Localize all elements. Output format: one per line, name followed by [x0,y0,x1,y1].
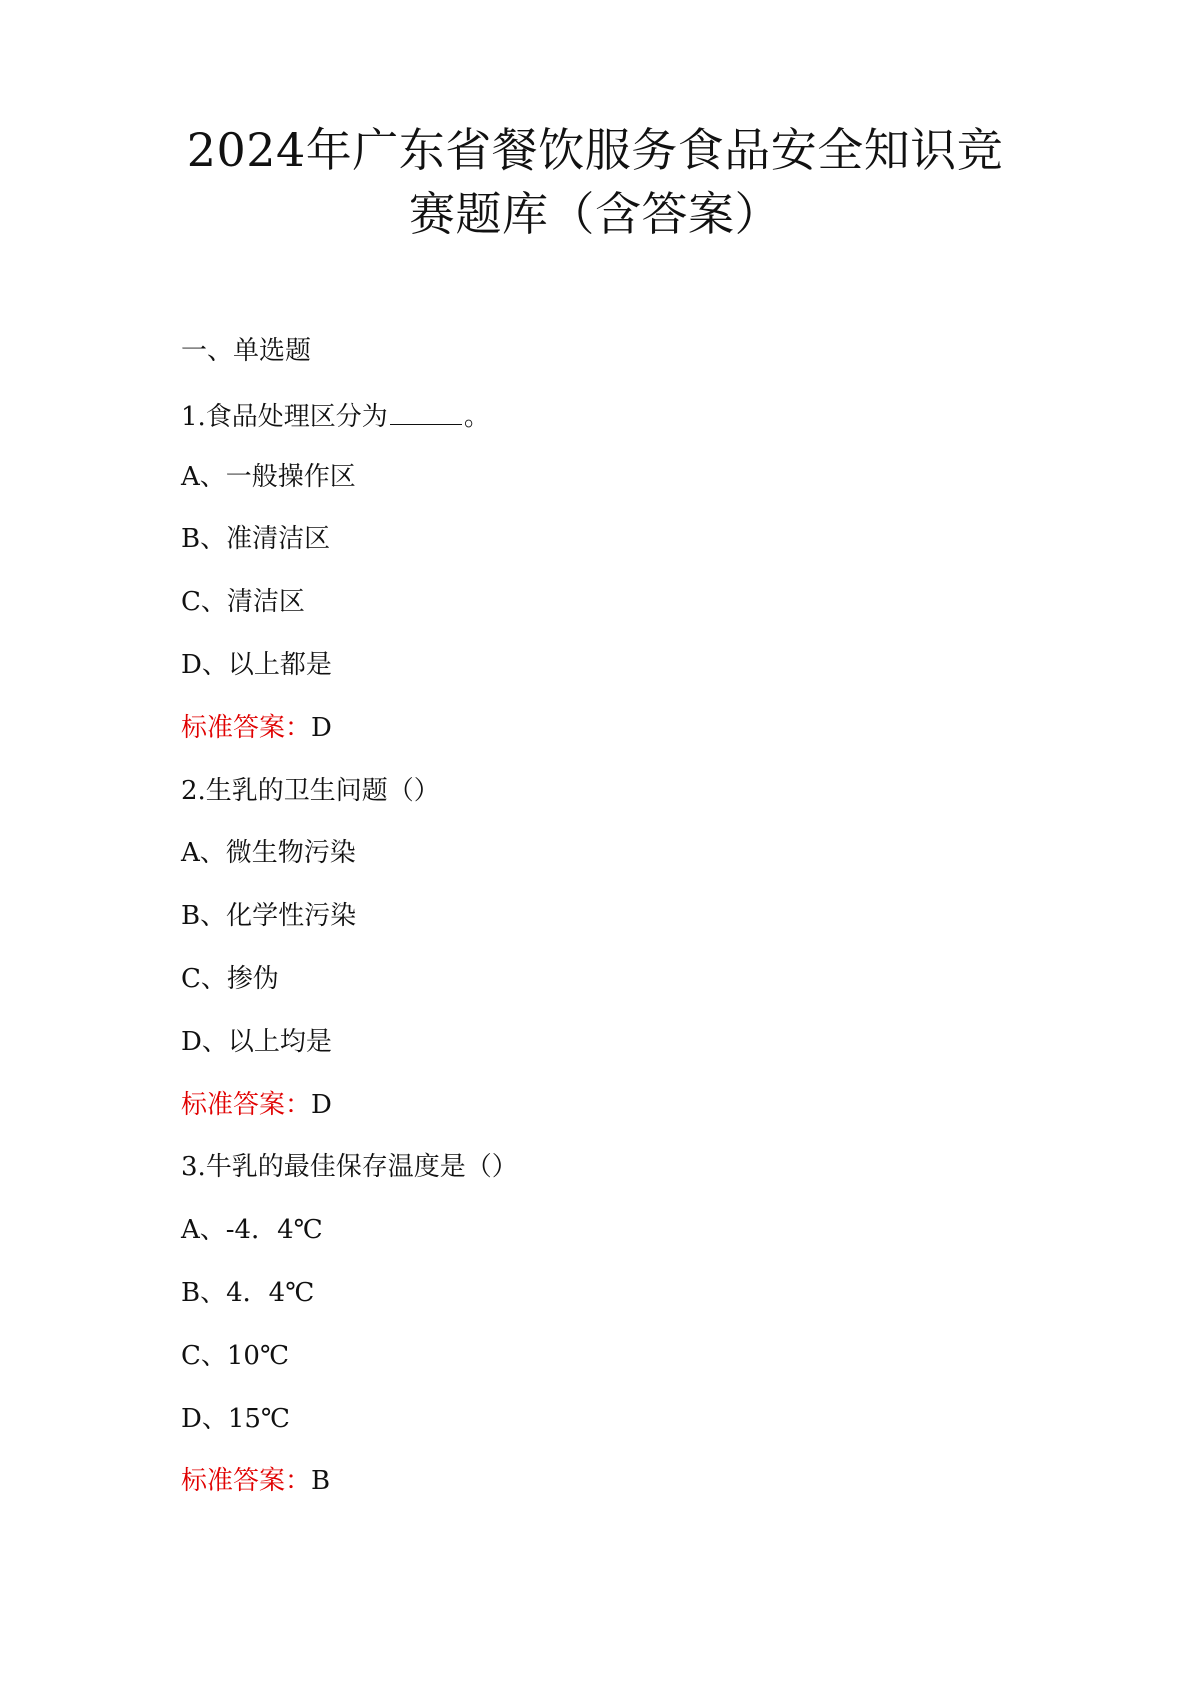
answer-value: D [311,712,332,743]
option-d: D、以上均是 [181,1026,332,1057]
option-a: A、一般操作区 [181,461,356,492]
option-c: C、10℃ [181,1340,290,1371]
option-b: B、化学性污染 [181,901,357,932]
answer-label: 标准答案： [181,1466,312,1497]
option-a: A、-4．4℃ [181,1215,323,1246]
fill-blank [390,396,462,425]
title-line-2: 赛题库（含答案） [409,187,781,241]
answer-label: 标准答案： [181,712,312,743]
question-stem-end: 。 [463,401,490,432]
answer-value: D [311,1089,332,1120]
standard-answer [181,710,1041,773]
option-d: D、15℃ [181,1403,291,1434]
option-a: A、微生物污染 [181,838,356,869]
section-heading: 一、单选题 [181,336,312,366]
answer-label: 标准答案： [181,1089,312,1120]
title-line-1: 2024年广东省餐饮服务食品安全知识竞 [186,123,1004,177]
question-list [181,333,1041,1526]
option-d: D、以上都是 [181,649,332,680]
document-title [150,118,1040,246]
question-stem-text: 1.食品处理区分为 [181,401,388,432]
option-b: B、4．4℃ [181,1277,315,1308]
question-stem: 2.生乳的卫生问题（） [181,775,440,806]
option-c: C、掺伪 [181,963,279,994]
question-stem: 3.牛乳的最佳保存温度是（） [181,1152,518,1183]
standard-answer [181,1463,1041,1526]
option-c: C、清洁区 [181,587,305,618]
option-b: B、准清洁区 [181,524,331,555]
standard-answer [181,1087,1041,1150]
question-stem [181,396,1041,459]
answer-value: B [311,1466,331,1497]
